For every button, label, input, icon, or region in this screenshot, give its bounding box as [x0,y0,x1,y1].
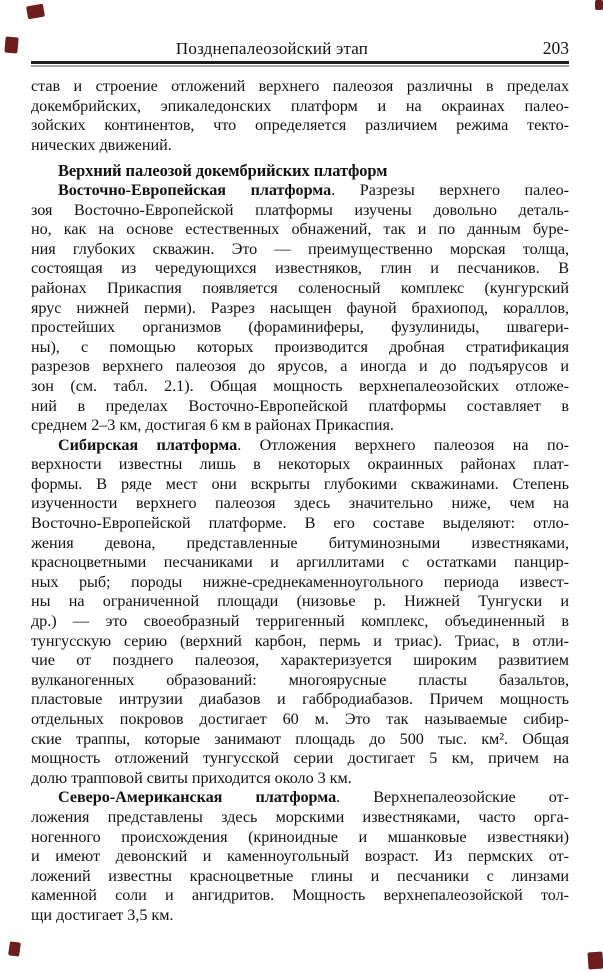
header-rule [31,61,569,67]
text-line: верхности известны лишь в некоторых окраинных районах плат- [31,455,569,474]
paragraph-lead-term: Восточно-Европейская платформа [58,180,332,199]
running-header-title: Позднепалеозойский этап [175,39,369,58]
paragraph [31,181,569,436]
text-line: Восточно-Европейской платформе. В его составе выделяют: отло- [31,514,569,533]
text-line: пластовые интрузии диабазов и габбродиабазов. Причем мощность [31,690,569,709]
running-header [31,38,569,60]
text-line: ские траппы, которые занимают площадь до 500 тыс. км². Общая [31,729,569,748]
paragraph [31,77,569,155]
text-line: красноцветными песчаниками и аргиллитами с остатками панцир- [31,553,569,572]
text-line: щи достигает 3,5 км. [31,905,174,924]
text-line: жения девона, представленные битуминозными известняками, [31,533,569,552]
text-line: простейших организмов (фораминиферы, фузулиниды, швагери- [31,318,569,337]
text-line: докембрийских, эпикаледонских платформ и на окраинах палео- [31,96,569,115]
text-line: формы. В ряде мест они вскрыты глубокими скважинами. Степень [31,474,569,493]
text-line: нических движений. [31,135,172,154]
text-line: мощность отложений тунгусской серии достигает 5 км, причем на [31,749,569,768]
header-rule-thick-line [31,61,569,64]
text-line: долю трапповой свиты приходится около 3 км. [31,768,352,787]
text-line: ны), с помощью которых производится дробная стратификация [31,337,569,356]
section-heading: Верхний палеозой докембрийских платформ [58,161,388,181]
paragraph [31,788,569,925]
text-line: вулканогенных образований: многоярусные пласты базальтов, [31,670,569,689]
text-line: разрезов верхнего палеозоя до ярусов, а иногда и до подъярусов и [31,357,569,376]
text-line: среднем 2–3 км, достигая 6 км в районах Прикаспия. [31,416,394,435]
text-line: ярус нижней перми). Разрез насыщен фауной брахиопод, кораллов, [31,298,569,317]
red-scan-mark [587,951,603,969]
text-line: став и строение отложений верхнего палеозоя различны в пределах [31,77,569,95]
page-number: 203 [542,38,569,58]
text-line: ложений известны красноцветные глины и песчаники с линзами [31,866,569,885]
text-line: отдельных покровов достигает 60 м. Это так называемые сибир- [31,710,569,728]
text-line: состоящая из чередующихся известняков, глин и песчаников. В [31,259,569,278]
page-body [31,77,569,926]
text-line: Сибирская платформа. Отложения верхнего палеозоя на по- [58,435,569,454]
text-line: чие от позднего палеозоя, характеризуется широким развитием [31,651,569,670]
text-line: др.) — это своеобразный терригенный комплекс, объединенный в [31,612,569,631]
text-line: ний в пределах Восточно-Европейской платформы составляет в [31,396,569,415]
red-scan-mark [4,36,18,53]
text-line: Восточно-Европейская платформа. Разрезы верхнего палео- [58,180,569,199]
red-scan-mark [8,941,21,956]
text-line: ложения представлены здесь морскими известняками, часто орга- [31,807,569,826]
text-line: зоя Восточно-Европейской платформы изучены довольно деталь- [31,200,569,219]
red-scan-mark [595,0,603,10]
text-line: изученности верхнего палеозоя здесь значительно ниже, чем на [31,494,569,513]
text-line: но, как на основе естественных обнажений, так и по данным буре- [31,220,569,239]
text-line: Северо-Американская платформа. Верхнепалеозойские от- [58,788,569,807]
text-line: ных рыб; породы нижне-среднекаменноугольного периода извест- [31,572,569,591]
paragraph [31,436,569,789]
paragraph-lead-term: Северо-Американская платформа [58,788,337,807]
paragraph-lead-term: Сибирская платформа [58,435,238,454]
text-line: зойских континентов, что определяется различием режима текто- [31,116,569,135]
text-line: ногенного происхождения (криноидные и мшанковые известняки) [31,827,569,846]
text-line: зон (см. табл. 2.1). Общая мощность верхнепалеозойских отложе- [31,376,569,395]
header-rule-thin-line [31,65,569,67]
text-line: каменной соли и ангидритов. Мощность верхнепалеозойской тол- [31,886,569,905]
text-line: районах Прикаспия появляется соленосный комплекс (кунгурский [31,278,569,297]
text-line: тунгусскую серию (верхний карбон, пермь и триас). Триас, в отли- [31,631,569,650]
text-line: и имеют девонский и каменноугольный возраст. Из пермских от- [31,847,569,866]
page-content [31,0,569,926]
text-line: ны на ограниченной площади (низовье р. Нижней Тунгуски и [31,592,569,611]
text-line: ния глубоких скважин. Это — преимущественно морская толща, [31,239,569,258]
